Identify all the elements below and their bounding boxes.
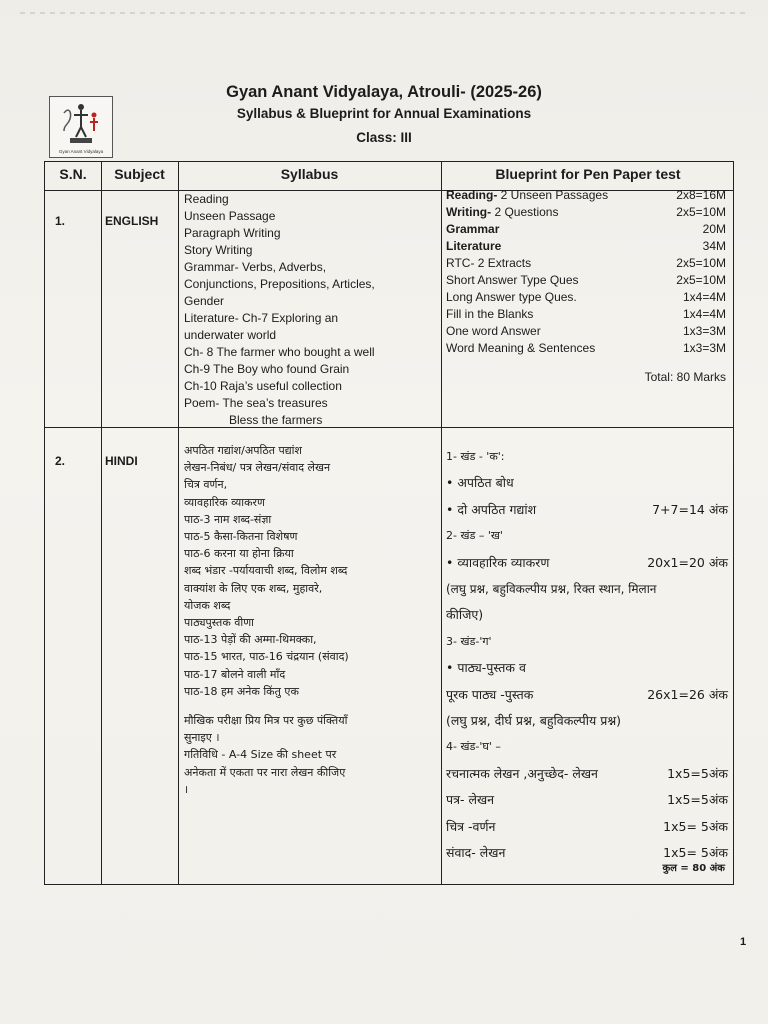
bp-text: पत्र- लेखन: [446, 792, 495, 808]
syllabus-line: चित्र वर्णन,: [184, 478, 228, 492]
page-number: 1: [740, 936, 747, 948]
bp-text: Short Answer Type Ques: [446, 273, 579, 287]
syllabus-line: सुनाइए ।: [184, 731, 220, 745]
syllabus-line: Reading: [184, 192, 229, 206]
english-total: Total: 80 Marks: [644, 370, 726, 384]
header-blueprint: Blueprint for Pen Paper test: [495, 166, 681, 182]
blueprint-row: [446, 221, 726, 238]
bp-text: • दो अपठित गद्यांश: [446, 501, 537, 517]
syllabus-line: Ch-10 Raja’s useful collection: [184, 379, 342, 393]
bp-text: RTC- 2 Extracts: [446, 256, 532, 270]
syllabus-line: Grammar- Verbs, Adverbs,: [184, 260, 327, 274]
bp-marks: 1x5=5अंक: [667, 792, 728, 808]
bp-marks: 20M: [702, 222, 726, 236]
blueprint-row: [446, 187, 726, 204]
syllabus-line: पाठ-17 बोलने वाली माँद: [184, 667, 286, 681]
blueprint-row: [446, 814, 728, 840]
bp-text: Word Meaning & Sentences: [446, 341, 596, 355]
section-heading: 1- खंड - 'क':: [446, 450, 505, 463]
blueprint-row: [446, 787, 728, 813]
blueprint-row: [446, 255, 726, 272]
english-syllabus-list: [184, 191, 375, 429]
document-title: Syllabus & Blueprint for Annual Examinations: [236, 106, 532, 121]
row-subject: HINDI: [105, 454, 138, 468]
bp-marks: 1x3=3M: [682, 324, 726, 338]
section-heading: 2- खंड – 'ख': [446, 529, 503, 543]
syllabus-line: पाठ-6 करना या होना क्रिया: [184, 547, 294, 561]
header-sn: S.N.: [59, 166, 87, 182]
header-syllabus: Syllabus: [280, 166, 339, 182]
syllabus-line: पाठ-3 नाम शब्द-संज्ञा: [184, 512, 272, 526]
syllabus-line: Literature- Ch-7 Exploring an: [184, 311, 339, 325]
logo-caption: Gyan Anant Vidyalaya: [58, 149, 104, 154]
blueprint-row: [446, 289, 726, 306]
syllabus-line: योजक शब्द: [184, 598, 231, 612]
bp-marks: 2x5=10M: [676, 273, 726, 287]
blueprint-note: (लघु प्रश्न, दीर्घ प्रश्न, बहुविकल्पीय प्रश्न): [446, 713, 622, 729]
syllabus-line: Poem- The sea’s treasures: [184, 396, 328, 410]
blueprint-item: • पाठ्य-पुस्तक व: [446, 660, 526, 676]
syllabus-line: शब्द भंडार -पर्यायवाची शब्द, विलोम शब्द: [184, 564, 348, 578]
syllabus-line: पाठ-18 हम अनेक किंतु एक: [184, 684, 299, 698]
syllabus-line: underwater world: [184, 328, 277, 342]
bp-text: One word Answer: [446, 324, 541, 338]
bp-text: • व्यावहारिक व्याकरण: [446, 554, 550, 570]
blueprint-row: [446, 306, 726, 323]
blueprint-item: • अपठित बोध: [446, 475, 514, 491]
hindi-syllabus-list: [184, 442, 349, 798]
bp-text: Fill in the Blanks: [446, 307, 534, 321]
spacer: [184, 700, 349, 712]
syllabus-line: गतिविधि - A-4 Size की sheet पर: [184, 748, 337, 762]
bp-marks: 1x4=4M: [682, 307, 726, 321]
bp-text: चित्र -वर्णन: [446, 818, 496, 834]
english-blueprint: [446, 187, 726, 386]
bp-text: Long Answer type Ques.: [446, 290, 577, 304]
syllabus-line: Gender: [184, 294, 225, 308]
col-divider: [101, 162, 102, 884]
syllabus-line: Story Writing: [184, 243, 253, 257]
blueprint-row: [446, 238, 726, 255]
bp-marks: 7+7=14 अंक: [652, 501, 728, 517]
syllabus-line: पाठ्यपुस्तक वीणा: [184, 616, 255, 630]
syllabus-line: व्यावहारिक व्याकरण: [184, 495, 265, 509]
section-heading: 4- खंड-'घ' –: [446, 740, 501, 754]
bp-text: रचनात्मक लेखन ,अनुच्छेद- लेखन: [446, 765, 598, 781]
blueprint-row: [446, 550, 728, 576]
syllabus-line: Unseen Passage: [184, 209, 276, 223]
bp-marks: 34M: [702, 239, 726, 253]
bp-text: 2 Unseen Passages: [497, 188, 609, 202]
col-divider: [441, 162, 442, 884]
row-subject: ENGLISH: [105, 214, 159, 228]
bp-marks: 1x3=3M: [682, 341, 726, 355]
syllabus-line: ।: [184, 782, 189, 796]
hindi-total: कुल = 80 अंक: [662, 863, 725, 874]
syllabus-line: Conjunctions, Prepositions, Articles,: [184, 277, 375, 291]
blueprint-row: [446, 497, 728, 523]
blueprint-row: [446, 272, 726, 289]
bp-marks: 1x5=5अंक: [667, 765, 728, 781]
class-label: Class: III: [356, 130, 412, 145]
bp-marks: 20x1=20 अंक: [647, 554, 728, 570]
blueprint-row: [446, 682, 728, 708]
blueprint-row: [446, 340, 726, 357]
school-name: Gyan Anant Vidyalaya, Atrouli- (2025-26): [226, 83, 542, 101]
syllabus-line: अपठित गद्यांश/अपठित पद्यांश: [184, 444, 302, 457]
bp-marks: 2x5=10M: [676, 205, 726, 219]
blueprint-note: (लघु प्रश्न, बहुविकल्पीय प्रश्न, रिक्त स्थान, मिलान: [446, 582, 657, 597]
bp-bold: Grammar: [446, 222, 500, 236]
bp-text: 2 Questions: [491, 205, 559, 219]
bp-marks: 1x5= 5अंक: [663, 818, 728, 834]
blueprint-row: [446, 761, 728, 787]
syllabus-line: Ch- 8 The farmer who bought a well: [184, 345, 375, 359]
header-subject: Subject: [114, 166, 165, 182]
bp-bold: Writing-: [446, 205, 492, 219]
row-divider: [45, 427, 733, 428]
syllabus-line: पाठ-5 कैसा-कितना विशेषण: [184, 530, 298, 544]
row-sn: 2.: [55, 454, 66, 468]
bp-text: संवाद- लेखन: [446, 845, 506, 861]
syllabus-line: पाठ-13 पेड़ों की अम्मा-थिमक्का,: [184, 633, 317, 647]
syllabus-line: लेखन-निबंध/ पत्र लेखन/संवाद लेखन: [184, 461, 331, 475]
hindi-blueprint: [446, 444, 728, 867]
section-heading: 3- खंड-'ग': [446, 634, 492, 648]
syllabus-line: अनेकता में एकता पर नारा लेखन कीजिए: [184, 765, 346, 779]
row-sn: 1.: [55, 214, 66, 228]
syllabus-line: Ch-9 The Boy who found Grain: [184, 362, 350, 376]
bp-marks: 2x8=16M: [676, 188, 726, 202]
scan-edge-line: [20, 12, 750, 14]
bp-bold: Reading-: [446, 188, 498, 202]
bp-text: पूरक पाठ्य -पुस्तक: [446, 686, 534, 702]
blueprint-row: [446, 323, 726, 340]
bp-marks: 2x5=10M: [676, 256, 726, 270]
syllabus-line: वाक्यांश के लिए एक शब्द, मुहावरे,: [184, 581, 323, 595]
syllabus-line: मौखिक परीक्षा प्रिय मित्र पर कुछ पंक्तियाँ: [184, 714, 348, 728]
syllabus-line: Paragraph Writing: [184, 226, 281, 240]
bp-marks: 26x1=26 अंक: [647, 686, 728, 702]
blueprint-row: [446, 204, 726, 221]
bp-marks: 1x5= 5अंक: [663, 845, 728, 861]
syllabus-line: Bless the farmers: [229, 413, 323, 427]
bp-marks: 1x4=4M: [682, 290, 726, 304]
syllabus-line: पाठ-15 भारत, पाठ-16 चंद्रयान (संवाद): [184, 650, 349, 664]
bp-bold: Literature: [446, 239, 502, 253]
col-divider: [178, 162, 179, 884]
blueprint-note: कीजिए): [446, 607, 484, 623]
syllabus-table: [44, 161, 734, 885]
